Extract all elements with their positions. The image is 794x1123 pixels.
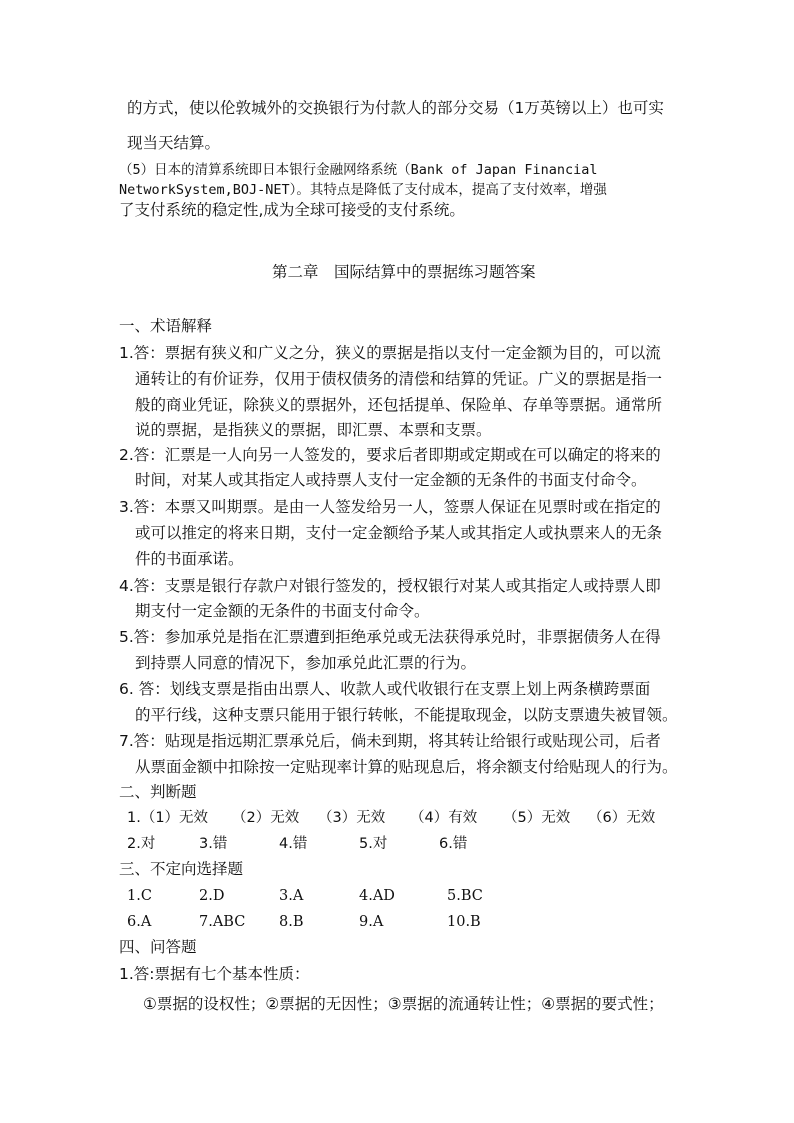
section-heading: 四、问答题 <box>119 938 197 956</box>
section-heading: 一、术语解释 <box>119 317 213 335</box>
chapter-title: 第二章 国际结算中的票据练习题答案 <box>272 263 536 281</box>
judgement-answer: （2）无效 <box>232 810 300 826</box>
section-heading: 三、不定向选择题 <box>119 860 244 878</box>
judgement-answer: 5.对 <box>359 836 388 852</box>
judgement-answer: 6.错 <box>439 836 468 852</box>
answer-line: 的平行线，这种支票只能用于银行转帐，不能提取现金，以防支票遗失被冒领。 <box>135 706 678 724</box>
judgement-answer: （6）无效 <box>588 810 656 826</box>
answer-line: 7.答：贴现是指远期汇票承兑后，倘未到期，将其转让给银行或贴现公司，后者 <box>119 732 661 750</box>
answer-line: 般的商业凭证，除狭义的票据外，还包括提单、保险单、存单等票据。通常所 <box>135 396 663 414</box>
choice-answer: 5.BC <box>447 888 483 904</box>
judgement-answer: （3）无效 <box>318 810 386 826</box>
answer-line: 5.答：参加承兑是指在汇票遭到拒绝承兑或无法获得承兑时，非票据债务人在得 <box>119 628 661 646</box>
judgement-answer: 4.错 <box>279 836 308 852</box>
text-line: 了支付系统的稳定性,成为全球可接受的支付系统。 <box>119 201 465 219</box>
choice-answer: 1.C <box>127 888 152 904</box>
answer-line: 通转让的有价证券，仅用于债权债务的清偿和结算的凭证。广义的票据是指一 <box>135 370 663 388</box>
judgement-answer: （5）无效 <box>503 810 571 826</box>
choice-answer: 3.A <box>279 888 304 904</box>
text-line: 的方式，使以伦敦城外的交换银行为付款人的部分交易（1万英镑以上）也可实 <box>127 99 664 117</box>
choice-answer: 6.A <box>127 914 152 930</box>
answer-line: 1.答:票据有七个基本性质： <box>119 965 310 983</box>
answer-line: ①票据的设权性；②票据的无因性；③票据的流通转让性；④票据的要式性； <box>143 995 664 1013</box>
answer-line: 件的书面承诺。 <box>135 550 244 568</box>
choice-answer: 2.D <box>199 888 225 904</box>
answer-line: 1.答：票据有狭义和广义之分，狭义的票据是指以支付一定金额为目的，可以流 <box>119 344 661 362</box>
answer-line: 从票面金额中扣除按一定贴现率计算的贴现息后，将余额支付给贴现人的行为。 <box>135 758 678 776</box>
answer-line: 时间，对某人或其指定人或持票人支付一定金额的无条件的书面支付命令。 <box>135 471 647 489</box>
text-line: 现当天结算。 <box>127 134 221 152</box>
answer-line: 期支付一定金额的无条件的书面支付命令。 <box>135 602 430 620</box>
choice-answer: 9.A <box>359 914 384 930</box>
answer-line: 2.答：汇票是一人向另一人签发的，要求后者即期或定期或在可以确定的将来的 <box>119 446 661 464</box>
answer-line: 4.答：支票是银行存款户对银行签发的，授权银行对某人或其指定人或持票人即 <box>119 577 661 595</box>
choice-answer: 8.B <box>279 914 304 930</box>
text-line: NetworkSystem,BOJ-NET）。其特点是降低了支付成本，提高了支付效率，增强 <box>119 182 607 198</box>
section-heading: 二、判断题 <box>119 783 197 801</box>
choice-answer: 7.ABC <box>199 914 246 930</box>
answer-line: 6. 答：划线支票是指由出票人、收款人或代收银行在支票上划上两条横跨票面 <box>119 680 651 698</box>
answer-line: 说的票据，是指狭义的票据，即汇票、本票和支票。 <box>135 421 492 439</box>
answer-line: 3.答：本票又叫期票。是由一人签发给另一人，签票人保证在见票时或在指定的 <box>119 498 661 516</box>
judgement-answer: 3.错 <box>199 836 228 852</box>
choice-answer: 4.AD <box>359 888 395 904</box>
answer-line: 或可以推定的将来日期，支付一定金额给予某人或其指定人或执票来人的无条 <box>135 524 663 542</box>
judgement-answer: 2.对 <box>127 836 156 852</box>
answer-line: 到持票人同意的情况下，参加承兑此汇票的行为。 <box>135 654 477 672</box>
judgement-answer: （4）有效 <box>410 810 478 826</box>
judgement-answer: 1.（1）无效 <box>127 810 209 826</box>
choice-answer: 10.B <box>447 914 481 930</box>
text-line: （5）日本的清算系统即日本银行金融网络系统（Bank of Japan Financial <box>119 162 598 178</box>
